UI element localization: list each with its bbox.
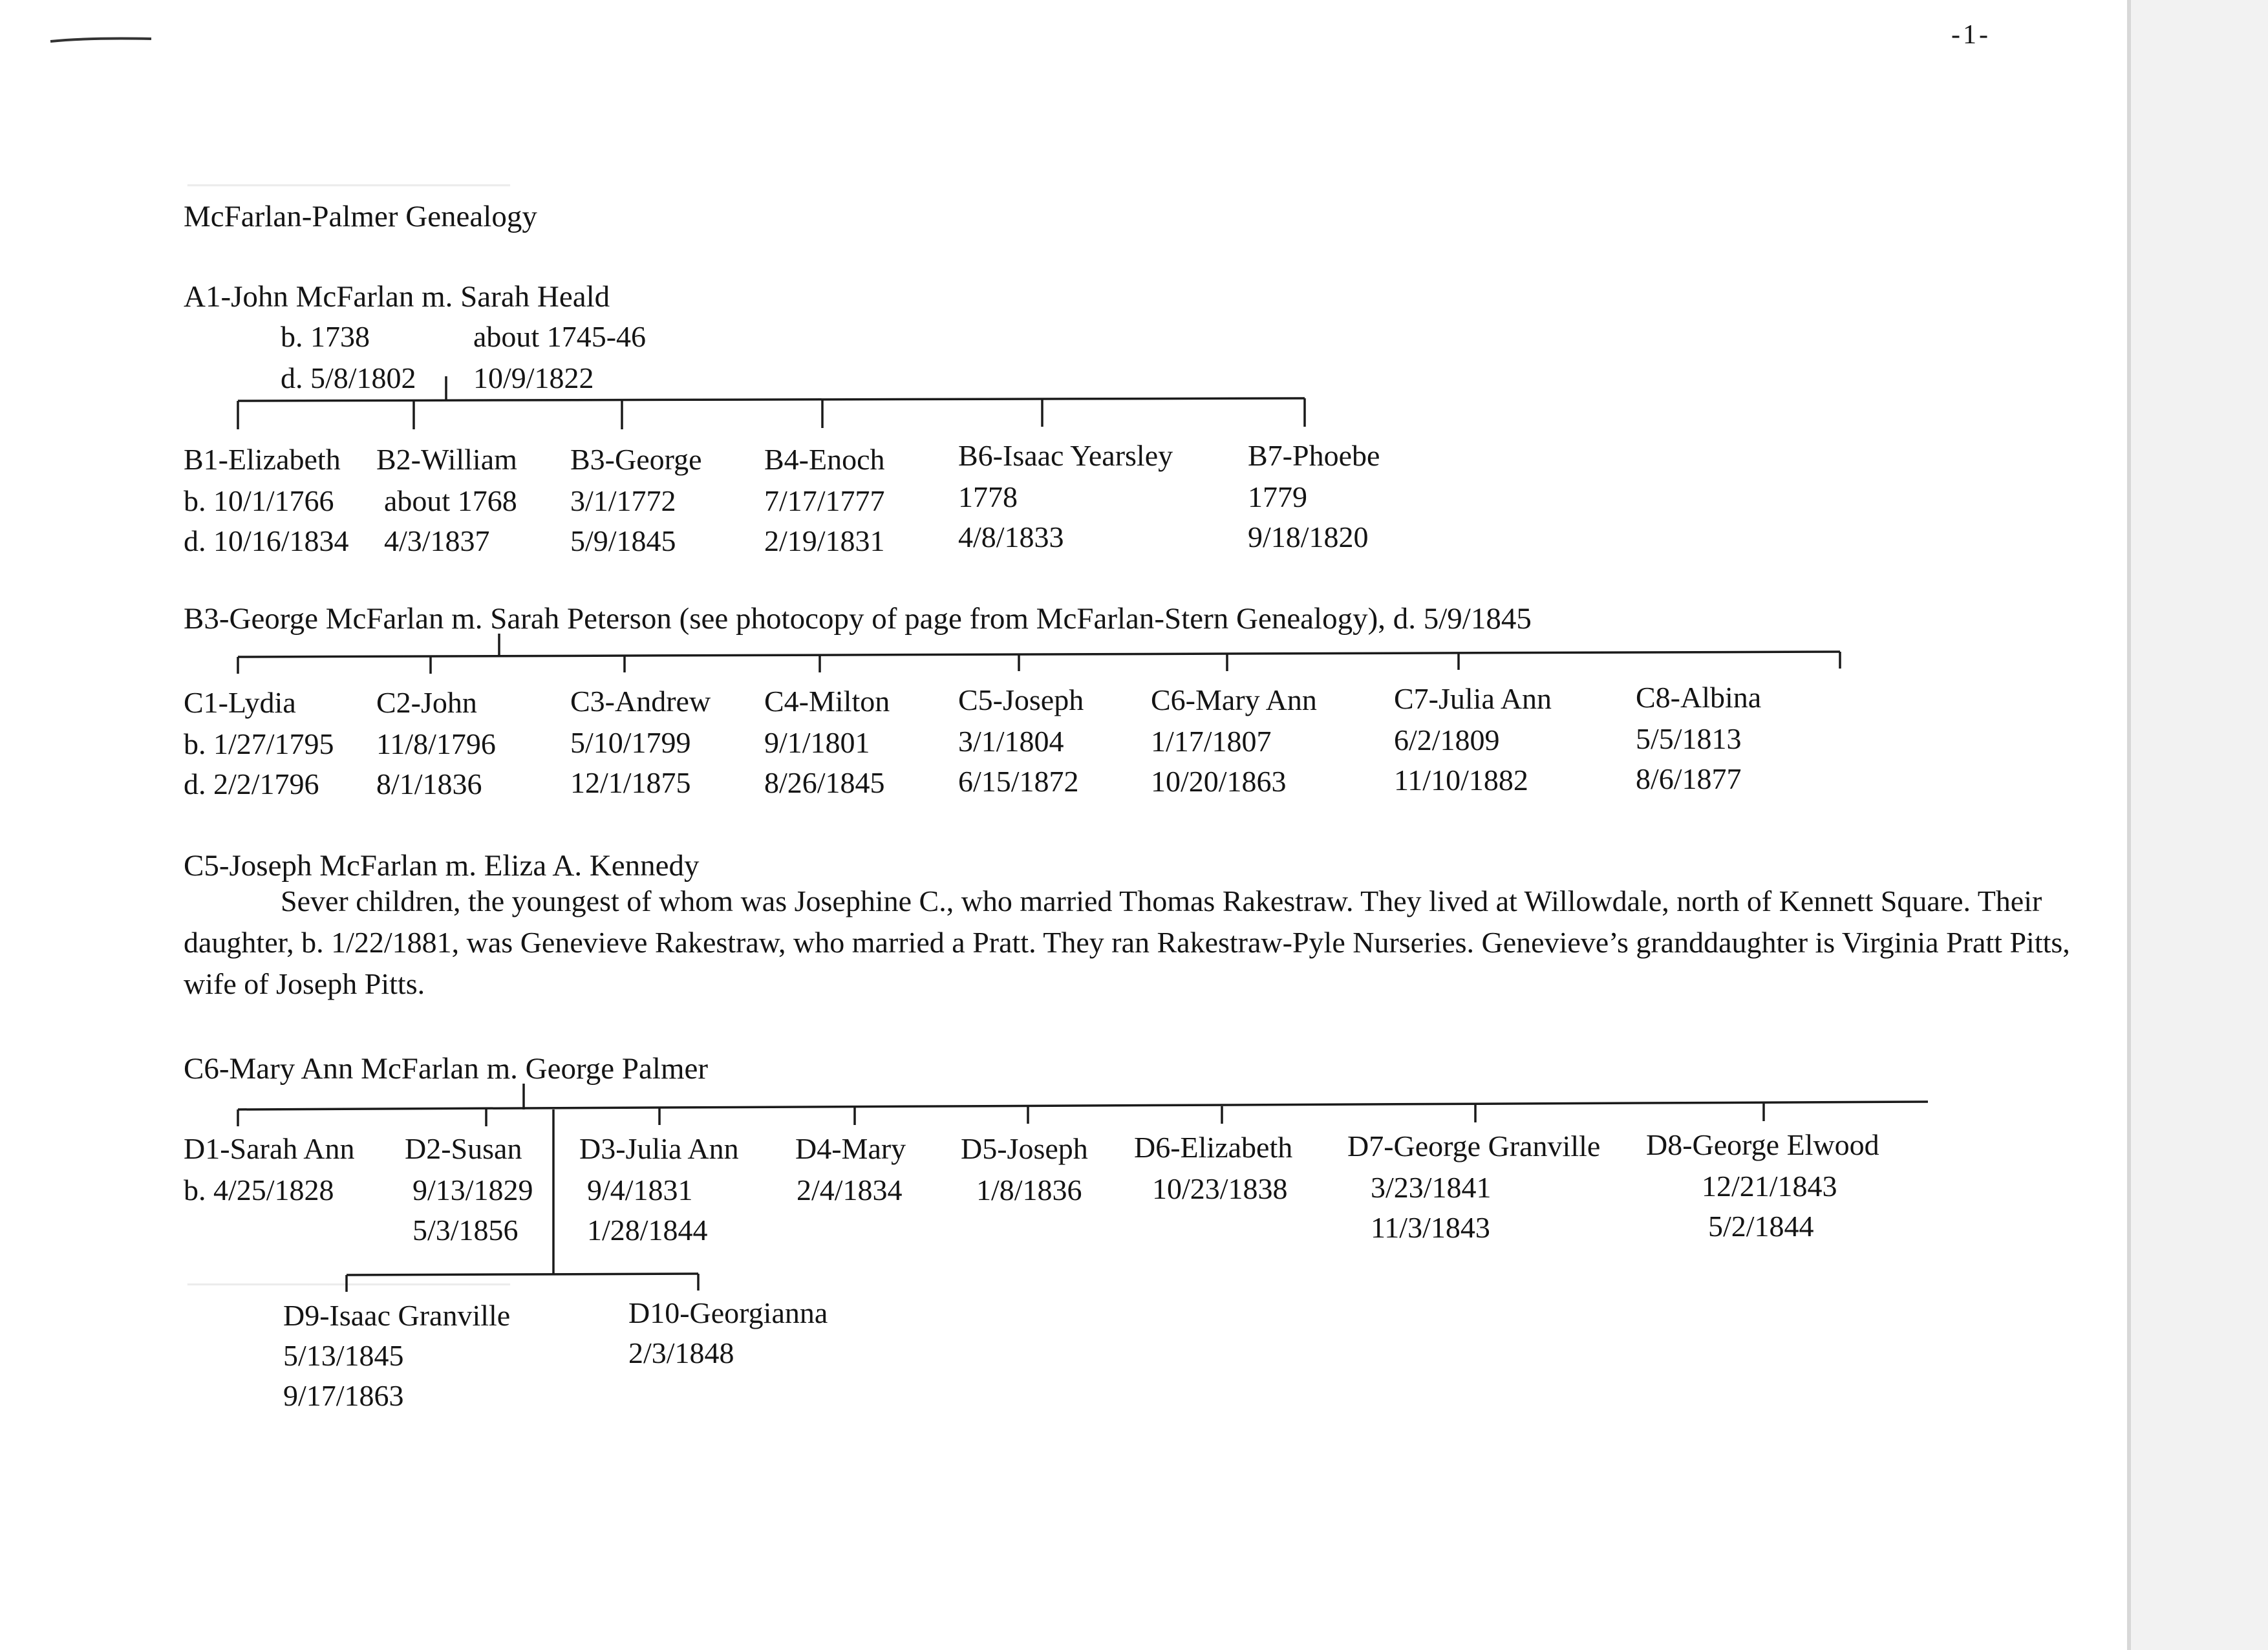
d-child-name: D2-Susan — [405, 1132, 522, 1165]
d-child-name: D6-Elizabeth — [1134, 1131, 1293, 1164]
c5-heading: C5-Joseph McFarlan m. Eliza A. Kennedy — [184, 849, 700, 883]
d-child-birth: 2/4/1834 — [797, 1173, 903, 1206]
d-child-name: D5-Joseph — [961, 1132, 1088, 1165]
c-child-birth: 9/1/1801 — [764, 726, 870, 759]
d-child-birth: 3/23/1841 — [1371, 1171, 1492, 1204]
d-heading: C6-Mary Ann McFarlan m. George Palmer — [184, 1052, 709, 1086]
d-child-name: D9-Isaac Granville — [283, 1299, 511, 1332]
b-child-birth: about 1768 — [384, 484, 517, 517]
c-child-death: 6/15/1872 — [958, 765, 1079, 798]
d-child-name: D7-George Granville — [1347, 1130, 1601, 1162]
b-child-name: B1-Elizabeth — [184, 443, 341, 476]
c-child-death: 8/1/1836 — [376, 767, 482, 800]
b-child-birth: 7/17/1777 — [764, 484, 885, 517]
page-number: -1- — [1951, 20, 1991, 50]
c-child-name: C1-Lydia — [184, 686, 296, 719]
c-child-birth: 3/1/1804 — [958, 725, 1064, 758]
c-child-death: 10/20/1863 — [1151, 765, 1287, 798]
d-child-death: 1/28/1844 — [587, 1214, 708, 1247]
d-child-death: 11/3/1843 — [1371, 1211, 1490, 1244]
d-child-birth: 10/23/1838 — [1152, 1172, 1288, 1205]
b-sibling-line — [238, 398, 1305, 401]
c-child-name: C8-Albina — [1636, 681, 1762, 714]
c-child-birth: b. 1/27/1795 — [184, 727, 334, 760]
b-child-name: B7-Phoebe — [1248, 439, 1380, 472]
c-child-death: 8/26/1845 — [764, 766, 885, 799]
d-child-death: 9/17/1863 — [283, 1379, 404, 1412]
a1-sarah-birth: about 1745-46 — [473, 320, 647, 353]
c-child-name: C7-Julia Ann — [1394, 682, 1552, 715]
c5-paragraph-text: Sever children, the youngest of whom was Josephine C., who married Thomas Rakestraw. They lived at Willowdale, north of Kennett Square. Their daughter, b. 1/22/1881, was Genevieve Rakestraw, who married a Pratt. They ran Rakestraw-Pyle Nurseries. Genevieve’s granddaughter is Virginia Pratt Pitts, wife of Joseph Pitts. — [184, 884, 2070, 1000]
d-second-row-line — [347, 1274, 698, 1275]
c-child-birth: 5/5/1813 — [1636, 722, 1742, 755]
b-child-birth: b. 10/1/1766 — [184, 484, 334, 517]
b-child-death: 4/3/1837 — [384, 524, 490, 557]
c-sibling-line — [238, 652, 1840, 657]
b-child-name: B6-Isaac Yearsley — [958, 439, 1173, 472]
c-child-death: d. 2/2/1796 — [184, 767, 319, 800]
a1-john-birth: b. 1738 — [281, 320, 370, 353]
d-child-name: D10-Georgianna — [628, 1296, 828, 1329]
b-child-death: d. 10/16/1834 — [184, 524, 349, 557]
b-child-death: 4/8/1833 — [958, 520, 1064, 553]
c-child-name: C6-Mary Ann — [1151, 683, 1317, 716]
c-child-birth: 5/10/1799 — [570, 726, 691, 759]
a1-sarah-death: 10/9/1822 — [473, 361, 594, 394]
d-sibling-line — [238, 1102, 1928, 1109]
b-child-birth: 1778 — [958, 480, 1018, 513]
c-child-death: 11/10/1882 — [1394, 764, 1528, 797]
c-child-birth: 11/8/1796 — [376, 727, 496, 760]
b-child-birth: 3/1/1772 — [570, 484, 676, 517]
d-child-birth: 1/8/1836 — [976, 1173, 1082, 1206]
a1-john-death: d. 5/8/1802 — [281, 361, 416, 394]
c-child-name: C3-Andrew — [570, 685, 711, 718]
b-child-name: B4-Enoch — [764, 443, 885, 476]
d-child-birth: 12/21/1843 — [1702, 1170, 1837, 1203]
bleed-through-text: ──────────────── — [187, 169, 510, 200]
c-child-name: C4-Milton — [764, 685, 890, 718]
c-child-death: 8/6/1877 — [1636, 762, 1742, 795]
d-child-birth: b. 4/25/1828 — [184, 1173, 334, 1206]
b-child-death: 5/9/1845 — [570, 524, 676, 557]
b-child-death: 9/18/1820 — [1248, 520, 1369, 553]
d-child-death: 5/3/1856 — [412, 1214, 519, 1247]
d-child-name: D4-Mary — [795, 1132, 906, 1165]
d-child-birth: 9/13/1829 — [412, 1173, 533, 1206]
d-child-name: D1-Sarah Ann — [184, 1132, 355, 1165]
bleed-through-text: ──────────────── — [187, 1268, 510, 1300]
d-child-birth: 2/3/1848 — [628, 1336, 734, 1369]
c-child-birth: 6/2/1809 — [1394, 723, 1500, 756]
c-child-birth: 1/17/1807 — [1151, 725, 1272, 758]
d-child-name: D8-George Elwood — [1646, 1128, 1879, 1161]
b-child-name: B3-George — [570, 443, 702, 476]
b-child-birth: 1779 — [1248, 480, 1307, 513]
b-child-name: B2-William — [376, 443, 517, 476]
a1-heading: A1-John McFarlan m. Sarah Heald — [184, 280, 610, 314]
c-child-death: 12/1/1875 — [570, 766, 691, 799]
d-child-birth: 5/13/1845 — [283, 1339, 404, 1372]
page-edge-shadow — [2127, 0, 2131, 1650]
document-title: McFarlan-Palmer Genealogy — [184, 200, 537, 233]
c-child-name: C2-John — [376, 686, 477, 719]
c-heading: B3-George McFarlan m. Sarah Peterson (see photocopy of page from McFarlan-Stern Genealogy), d. 5/9/1845 — [184, 602, 1532, 636]
b-child-death: 2/19/1831 — [764, 524, 885, 557]
d-child-name: D3-Julia Ann — [579, 1132, 739, 1165]
c-child-name: C5-Joseph — [958, 683, 1084, 716]
d-child-death: 5/2/1844 — [1708, 1210, 1814, 1243]
d-child-birth: 9/4/1831 — [587, 1173, 693, 1206]
